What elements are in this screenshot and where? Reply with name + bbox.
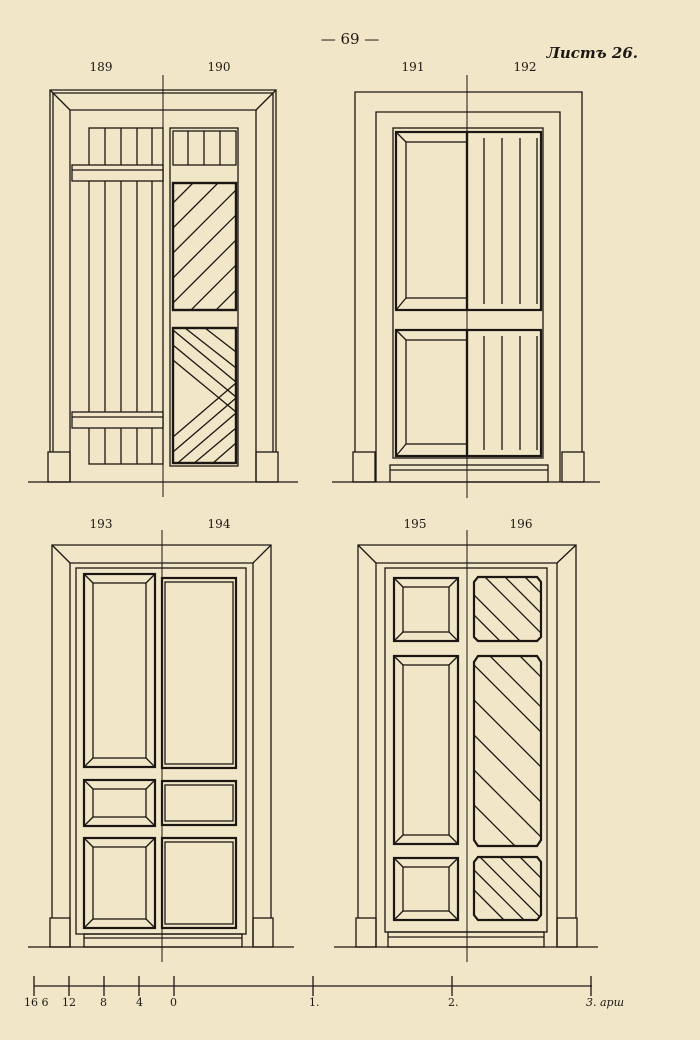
door-191-192 [332,92,600,482]
scale-label-3-arsh: 3. арш [586,996,625,1009]
figure-number-191: 191 [401,60,425,74]
lower-batten [72,412,163,428]
flat-panel-lower [162,838,236,928]
door-193-194 [28,545,294,947]
diagonal-panel-lower [173,328,236,463]
boarded-panel-lower [467,330,541,456]
door-189-boards [72,128,163,464]
door-sill [388,932,544,947]
diagonal-panel-middle [474,656,541,846]
figure-number-193: 193 [89,517,113,531]
boarded-panel-upper [467,132,541,310]
figure-number-192: 192 [513,60,537,74]
panel-lower [84,838,155,928]
door-sill [390,465,548,482]
plinth-block-right [557,918,577,947]
figure-number-189: 189 [89,60,113,74]
figure-number-190: 190 [207,60,231,74]
flat-panel-upper [162,578,236,768]
scale-label-8: 8 [100,996,107,1009]
scale-label-12: 12 [62,996,76,1009]
sheet-label: Листъ 26. [546,44,638,62]
scale-label-2: 2. [448,996,459,1009]
plinth-block-right [562,452,584,482]
plinth-block-left [50,918,70,947]
panel-middle [84,780,155,826]
scale-bar [34,976,592,996]
plinth-block-right [253,918,273,947]
door-sill [84,934,242,947]
figure-number-195: 195 [403,517,427,531]
door-195-196 [334,545,598,947]
door-casing [355,92,582,452]
plinth-block-left [48,452,70,482]
plinth-block-right [256,452,278,482]
panel-upper [84,574,155,767]
scale-label-1: 1. [309,996,320,1009]
scale-label-16: 16 6 [24,996,49,1009]
scale-label-4: 4 [136,996,143,1009]
figure-number-194: 194 [207,517,231,531]
diagonal-panel-top [474,577,541,641]
upper-batten [72,165,163,181]
figure-number-196: 196 [509,517,533,531]
plinth-block-left [353,452,375,482]
plinth-block-left [356,918,376,947]
flat-panel-middle [162,781,236,825]
page-number: — 69 — [320,30,380,48]
scale-label-0: 0 [170,996,177,1009]
door-190-panels [170,128,243,470]
